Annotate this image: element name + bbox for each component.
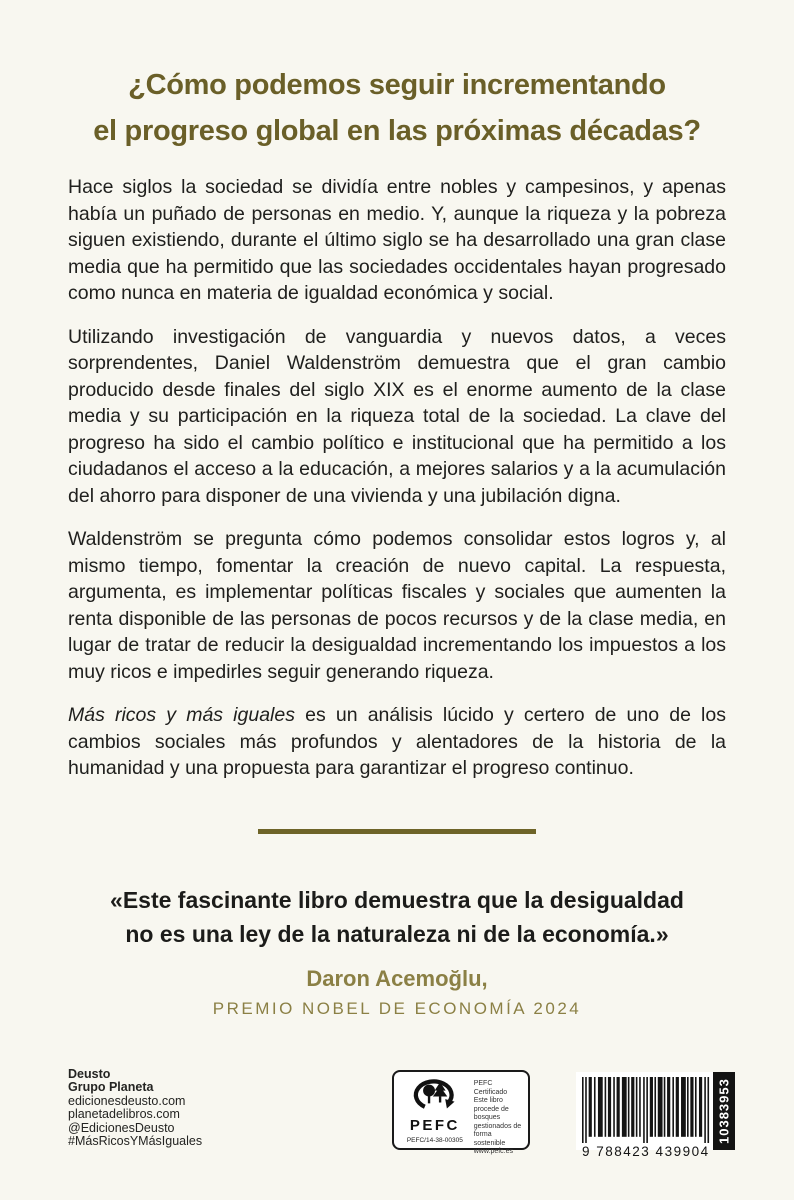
pefc-label-left-column <box>394 1072 472 1148</box>
publisher-info <box>68 1068 202 1148</box>
publisher-line-imprint: Deusto <box>68 1067 111 1081</box>
synopsis-paragraph-3: Waldenström se pregunta cómo podemos consolidar estos logros y, al mismo tiempo, fomentar la creación de nuevo capital. La respuesta, argumenta, es implementar políticas fiscales y sociales que aumenten la renta disponible de las personas de pocos recursos y de la clase media, en lugar de tratar de reducir la desigualdad incrementando los impuestos a los muy ricos e impedirles seguir generando riqueza. <box>68 528 726 683</box>
quote-line-1: «Este fascinante libro demuestra que la desigualdad <box>110 886 684 913</box>
pefc-certification-label <box>392 1070 530 1155</box>
publisher-line-website-2: planetadelibros.com <box>68 1107 180 1122</box>
quote-author: Daron Acemoğlu, <box>306 965 488 991</box>
synopsis <box>68 174 726 782</box>
publisher-line-website-1: edicionesdeusto.com <box>68 1093 186 1108</box>
synopsis-paragraph-2: Utilizando investigación de vanguardia y nuevos datos, a veces sorprendentes, Daniel Waldenström demuestra que el gran cambio producido desde finales del siglo XIX es el enorme aumento de la clase media y su participación en la riqueza total de la sociedad. La clave del progreso ha sido el cambio político e institucional que ha permitido a los ciudadanos el acceso a la educación, a mejores salarios y a la acumulación del ahorro para disponer de una vivienda y una jubilación digna. <box>68 325 726 507</box>
quote-line-2: no es una ley de la naturaleza ni de la economía.» <box>125 920 669 947</box>
pefc-url-text: www.pefc.es <box>473 1148 514 1155</box>
publisher-line-group: Grupo Planeta <box>68 1080 154 1095</box>
publisher-line-hashtag: #MásRicosYMásIguales <box>68 1134 203 1149</box>
quote-credential: PREMIO NOBEL DE ECONOMÍA 2024 <box>212 998 582 1018</box>
product-code-vertical: 10383953 <box>713 1072 735 1150</box>
pefc-certified-text: PEFC Certificado <box>473 1080 508 1096</box>
headline-line-1: ¿Cómo podemos seguir incrementando <box>128 69 666 101</box>
pefc-description-text: Este libro procede de bosques gestionados de forma sostenible <box>473 1097 522 1147</box>
barcode-icon <box>582 1077 710 1143</box>
divider-rule <box>258 829 536 834</box>
endorsement-quote <box>0 883 794 951</box>
headline <box>0 0 794 154</box>
synopsis-paragraph-1: Hace siglos la sociedad se dividía entre nobles y campesinos, y apenas había un puñado de personas en medio. Y, aunque la riqueza y la pobreza siguen existiendo, durante el último siglo se ha desarrollado una gran clase media que ha permitido que las sociedades occidentales hayan progresado como nunca en materia de igualdad económica y social. <box>68 176 726 304</box>
pefc-cert-code: PEFC/14-38-00305 <box>406 1137 463 1144</box>
synopsis-paragraph-4 <box>68 702 726 782</box>
headline-line-2: el progreso global en las próximas décadas? <box>93 115 701 147</box>
book-title-italic: Más ricos y más iguales <box>68 704 295 726</box>
isbn-number: 9 788423 439904 <box>582 1144 710 1160</box>
isbn-barcode-block <box>576 1072 732 1160</box>
pefc-logo-icon <box>412 1077 458 1116</box>
pefc-brand-text: PEFC <box>409 1116 460 1134</box>
publisher-line-social-handle: @EdicionesDeusto <box>68 1120 175 1135</box>
pefc-label-right-column <box>472 1072 528 1155</box>
synopsis-paragraph-4-rest: es un análisis lúcido y certero de uno de los cambios sociales más profundos y alentadores de la historia de la humanidad y una propuesta para garantizar el progreso continuo. <box>68 704 726 779</box>
barcode-main-area <box>576 1072 713 1160</box>
